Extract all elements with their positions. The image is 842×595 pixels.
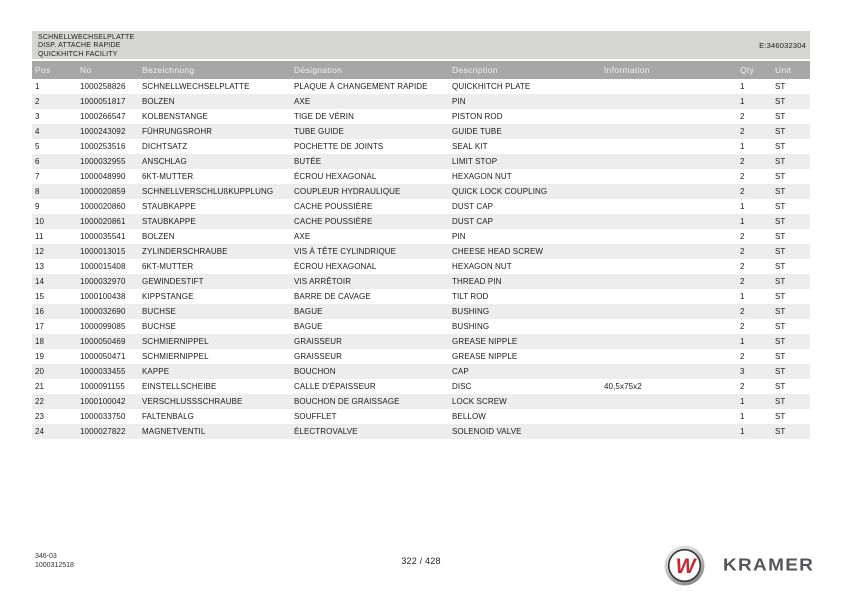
cell-pos: 6: [32, 154, 78, 169]
cell-description: BELLOW: [452, 412, 486, 421]
cell-qty: 2: [740, 172, 745, 181]
cell-part-number: 1000033750: [80, 412, 126, 421]
cell-unit: ST: [773, 94, 810, 109]
cell-designation: ÉCROU HEXAGONAL: [294, 262, 377, 271]
cell-information: [602, 394, 738, 409]
cell-designation: GRAISSEUR: [294, 352, 343, 361]
cell-designation: GRAISSEUR: [292, 334, 450, 349]
cell-unit: ST: [773, 184, 810, 199]
cell-part-number: 1000100042: [78, 394, 140, 409]
table-row: [32, 274, 810, 289]
cell-designation: BOUCHON DE GRAISSAGE: [292, 394, 450, 409]
cell-information: [602, 94, 738, 109]
cell-bezeichnung: SCHNELLWECHSELPLATTE: [142, 82, 250, 91]
cell-pos: 21: [35, 382, 45, 391]
cell-description: QUICKHITCH PLATE: [452, 82, 531, 91]
cell-bezeichnung: FALTENBALG: [142, 412, 194, 421]
cell-qty: 2: [740, 382, 745, 391]
cell-part-number: 1000027822: [78, 424, 140, 439]
cell-designation: AXE: [294, 232, 311, 241]
kramer-w-badge-icon: [664, 545, 705, 586]
cell-part-number: 1000020861: [78, 214, 140, 229]
cell-bezeichnung: STAUBKAPPE: [142, 202, 196, 211]
cell-unit: ST: [773, 214, 810, 229]
cell-bezeichnung: BUCHSE: [140, 304, 292, 319]
cell-information: [602, 424, 738, 439]
table-row: [32, 259, 810, 274]
cell-description: CHEESE HEAD SCREW: [450, 244, 602, 259]
cell-description: DISC: [452, 382, 472, 391]
cell-qty: 2: [740, 112, 745, 121]
cell-designation: CACHE POUSSIÈRE: [294, 202, 373, 211]
cell-pos: 15: [35, 292, 45, 301]
cell-designation: CACHE POUSSIÈRE: [292, 214, 450, 229]
cell-pos: 24: [32, 424, 78, 439]
cell-unit: ST: [773, 244, 810, 259]
cell-bezeichnung: SCHMIERNIPPEL: [140, 334, 292, 349]
cell-description: CAP: [450, 364, 602, 379]
cell-qty: 2: [738, 304, 773, 319]
cell-unit: ST: [775, 352, 786, 361]
cell-pos: 20: [32, 364, 78, 379]
cell-part-number: 1000051817: [78, 94, 140, 109]
cell-pos: 8: [32, 184, 78, 199]
table-row: [32, 349, 810, 364]
cell-pos: 16: [32, 304, 78, 319]
cell-part-number: 1000099085: [80, 322, 126, 331]
table-row: [32, 409, 810, 424]
cell-part-number: 1000020859: [78, 184, 140, 199]
cell-designation: ÉLECTROVALVE: [292, 424, 450, 439]
cell-description: LIMIT STOP: [450, 154, 602, 169]
table-row: [32, 184, 810, 199]
cell-information: 40,5x75x2: [604, 382, 642, 391]
cell-unit: ST: [773, 274, 810, 289]
cell-unit: ST: [775, 412, 786, 421]
cell-description: LOCK SCREW: [450, 394, 602, 409]
column-header-unit: Unit: [773, 61, 810, 79]
footer-doc-ref: 346-03: [35, 553, 57, 560]
cell-information: [602, 304, 738, 319]
cell-qty: 2: [738, 274, 773, 289]
cell-unit: ST: [773, 424, 810, 439]
cell-bezeichnung: MAGNETVENTIL: [140, 424, 292, 439]
cell-pos: 9: [35, 202, 40, 211]
cell-unit: ST: [775, 112, 786, 121]
cell-qty: 1: [740, 202, 745, 211]
table-row: [32, 199, 810, 214]
cell-unit: ST: [775, 382, 786, 391]
cell-unit: ST: [775, 232, 786, 241]
cell-designation: BAGUE: [294, 322, 323, 331]
cell-designation: CALLE D'ÉPAISSEUR: [294, 382, 376, 391]
cell-bezeichnung: KAPPE: [140, 364, 292, 379]
cell-information: [602, 289, 738, 304]
brand-block: [664, 545, 814, 586]
cell-pos: 19: [35, 352, 45, 361]
cell-designation: TUBE GUIDE: [292, 124, 450, 139]
cell-unit: ST: [773, 124, 810, 139]
table-row: [32, 169, 810, 184]
cell-designation: BARRE DE CAVAGE: [294, 292, 371, 301]
cell-part-number: 1000032955: [78, 154, 140, 169]
cell-pos: 3: [35, 112, 40, 121]
title-line-fr: DISP. ATTACHE RAPIDE: [38, 42, 121, 50]
cell-description: DUST CAP: [450, 214, 602, 229]
cell-pos: 4: [32, 124, 78, 139]
cell-unit: ST: [775, 82, 786, 91]
cell-bezeichnung: GEWINDESTIFT: [140, 274, 292, 289]
cell-pos: 2: [32, 94, 78, 109]
title-line-en: QUICKHITCH FACILITY: [38, 50, 118, 58]
cell-part-number: 1000100438: [80, 292, 126, 301]
cell-part-number: 1000266547: [80, 112, 126, 121]
cell-unit: ST: [773, 154, 810, 169]
cell-designation: TIGE DE VÉRIN: [294, 112, 354, 121]
cell-qty: 1: [738, 94, 773, 109]
table-body: [32, 79, 810, 439]
cell-information: [602, 349, 738, 364]
table-row: [32, 124, 810, 139]
cell-bezeichnung: BOLZEN: [140, 94, 292, 109]
cell-description: GREASE NIPPLE: [452, 352, 518, 361]
cell-qty: 2: [738, 184, 773, 199]
table-row: [32, 94, 810, 109]
column-header-description: Description: [450, 61, 602, 79]
table-row: [32, 394, 810, 409]
cell-information: [602, 229, 738, 244]
drawing-number: E:346032304: [759, 41, 806, 50]
cell-qty: 2: [740, 352, 745, 361]
cell-pos: 10: [32, 214, 78, 229]
cell-part-number: 1000253516: [80, 142, 126, 151]
cell-pos: 23: [35, 412, 45, 421]
cell-description: SEAL KIT: [452, 142, 488, 151]
cell-bezeichnung: BOLZEN: [142, 232, 175, 241]
cell-bezeichnung: EINSTELLSCHEIBE: [142, 382, 217, 391]
cell-part-number: 1000091155: [80, 382, 125, 391]
cell-information: [602, 244, 738, 259]
cell-bezeichnung: ZYLINDERSCHRAUBE: [140, 244, 292, 259]
cell-unit: ST: [773, 334, 810, 349]
cell-designation: VIS ARRÊTOIR: [292, 274, 450, 289]
cell-description: GREASE NIPPLE: [450, 334, 602, 349]
cell-pos: 22: [32, 394, 78, 409]
cell-description: QUICK LOCK COUPLING: [450, 184, 602, 199]
cell-qty: 1: [738, 424, 773, 439]
cell-qty: 2: [740, 322, 745, 331]
cell-designation: VIS À TÊTE CYLINDRIQUE: [292, 244, 450, 259]
cell-description: BUSHING: [452, 322, 490, 331]
cell-description: BUSHING: [450, 304, 602, 319]
title-line-de: SCHNELLWECHSELPLATTE: [38, 34, 135, 41]
cell-designation: BUTÉE: [292, 154, 450, 169]
cell-description: GUIDE TUBE: [450, 124, 602, 139]
cell-description: PISTON ROD: [452, 112, 503, 121]
cell-qty: 2: [738, 244, 773, 259]
table-row: [32, 214, 810, 229]
cell-qty: 1: [740, 142, 745, 151]
footer-doc-id: 1000312518: [35, 561, 74, 569]
cell-unit: ST: [773, 364, 810, 379]
cell-part-number: 1000243092: [78, 124, 140, 139]
cell-designation: BOUCHON: [292, 364, 450, 379]
table-row: [32, 79, 810, 94]
cell-pos: 7: [35, 172, 40, 181]
cell-bezeichnung: STAUBKAPPE: [140, 214, 292, 229]
cell-information: [602, 79, 738, 94]
table-row: [32, 334, 810, 349]
cell-designation: AXE: [292, 94, 450, 109]
cell-information: [602, 124, 738, 139]
cell-information: [602, 364, 738, 379]
column-header-bezeichnung: Bezeichnung: [140, 61, 292, 79]
cell-information: [602, 154, 738, 169]
cell-description: HEXAGON NUT: [452, 262, 512, 271]
cell-unit: ST: [773, 394, 810, 409]
cell-unit: ST: [775, 172, 786, 181]
cell-designation: BAGUE: [292, 304, 450, 319]
cell-qty: 2: [738, 124, 773, 139]
cell-qty: 1: [738, 334, 773, 349]
table-row: [32, 244, 810, 259]
cell-pos: 14: [32, 274, 78, 289]
cell-part-number: 1000258826: [80, 82, 126, 91]
document-title-block: [32, 31, 810, 59]
cell-designation: SOUFFLET: [294, 412, 337, 421]
cell-information: [602, 199, 738, 214]
parts-table: [32, 61, 810, 439]
page-indicator: 322 / 428: [401, 556, 441, 566]
column-header-no: No: [78, 61, 140, 79]
cell-pos: 13: [35, 262, 45, 271]
table-header-row: [32, 61, 810, 79]
cell-description: PIN: [450, 94, 602, 109]
cell-information: [602, 319, 738, 334]
cell-part-number: 1000050469: [78, 334, 140, 349]
cell-qty: 2: [740, 262, 745, 271]
cell-designation: ÉCROU HEXAGONAL: [294, 172, 377, 181]
cell-unit: ST: [775, 142, 786, 151]
cell-description: THREAD PIN: [450, 274, 602, 289]
cell-pos: 5: [35, 142, 40, 151]
cell-bezeichnung: ANSCHLAG: [140, 154, 292, 169]
cell-qty: 1: [740, 82, 745, 91]
cell-information: [602, 139, 738, 154]
cell-information: [602, 214, 738, 229]
document-header: [32, 31, 810, 59]
column-header-pos: Pos: [32, 61, 78, 79]
cell-bezeichnung: BUCHSE: [142, 322, 176, 331]
cell-bezeichnung: SCHMIERNIPPEL: [142, 352, 209, 361]
cell-qty: 1: [740, 292, 745, 301]
cell-qty: 1: [738, 214, 773, 229]
brand-w-letter: W: [675, 555, 696, 578]
cell-unit: ST: [775, 262, 786, 271]
cell-part-number: 1000032690: [78, 304, 140, 319]
cell-bezeichnung: 6KT-MUTTER: [142, 172, 194, 181]
cell-description: TILT ROD: [452, 292, 489, 301]
cell-part-number: 1000032970: [78, 274, 140, 289]
table-row: [32, 154, 810, 169]
table-row: [32, 379, 810, 394]
table-row: [32, 319, 810, 334]
cell-qty: 1: [738, 394, 773, 409]
cell-part-number: 1000015408: [80, 262, 126, 271]
cell-information: [602, 259, 738, 274]
column-header-qty: Qty: [738, 61, 773, 79]
cell-pos: 12: [32, 244, 78, 259]
cell-qty: 2: [740, 232, 745, 241]
cell-designation: PLAQUE À CHANGEMENT RAPIDE: [294, 82, 428, 91]
table-row: [32, 289, 810, 304]
table-row: [32, 424, 810, 439]
cell-designation: COUPLEUR HYDRAULIQUE: [292, 184, 450, 199]
column-header-information: Information: [602, 61, 738, 79]
cell-unit: ST: [775, 292, 786, 301]
table-row: [32, 139, 810, 154]
cell-description: SOLENOID VALVE: [450, 424, 602, 439]
cell-bezeichnung: KIPPSTANGE: [142, 292, 194, 301]
cell-information: [602, 334, 738, 349]
cell-unit: ST: [775, 322, 786, 331]
cell-designation: POCHETTE DE JOINTS: [294, 142, 384, 151]
cell-part-number: 1000020860: [80, 202, 126, 211]
cell-part-number: 1000013015: [78, 244, 140, 259]
table-row: [32, 229, 810, 244]
cell-unit: ST: [775, 202, 786, 211]
cell-information: [602, 409, 738, 424]
table-row: [32, 364, 810, 379]
table-row: [32, 109, 810, 124]
cell-part-number: 1000035541: [80, 232, 126, 241]
cell-pos: 1: [35, 82, 40, 91]
cell-bezeichnung: 6KT-MUTTER: [142, 262, 194, 271]
cell-pos: 17: [35, 322, 45, 331]
table-row: [32, 304, 810, 319]
cell-bezeichnung: SCHNELLVERSCHLUßKUPPLUNG: [140, 184, 292, 199]
cell-bezeichnung: VERSCHLUSSSCHRAUBE: [140, 394, 292, 409]
cell-part-number: 1000048990: [80, 172, 126, 181]
cell-pos: 18: [32, 334, 78, 349]
cell-information: [602, 109, 738, 124]
cell-qty: 2: [738, 154, 773, 169]
cell-qty: 3: [738, 364, 773, 379]
cell-bezeichnung: KOLBENSTANGE: [142, 112, 208, 121]
cell-pos: 11: [35, 232, 44, 241]
cell-description: DUST CAP: [452, 202, 494, 211]
cell-qty: 1: [740, 412, 745, 421]
cell-information: [602, 169, 738, 184]
cell-information: [602, 274, 738, 289]
cell-part-number: 1000033455: [78, 364, 140, 379]
cell-part-number: 1000050471: [80, 352, 126, 361]
cell-bezeichnung: FÜHRUNGSROHR: [140, 124, 292, 139]
column-header-designation: Désignation: [292, 61, 450, 79]
cell-information: [602, 184, 738, 199]
cell-unit: ST: [773, 304, 810, 319]
brand-wordmark: KRAMER: [723, 555, 815, 575]
cell-bezeichnung: DICHTSATZ: [142, 142, 188, 151]
cell-description: PIN: [452, 232, 466, 241]
cell-description: HEXAGON NUT: [452, 172, 512, 181]
